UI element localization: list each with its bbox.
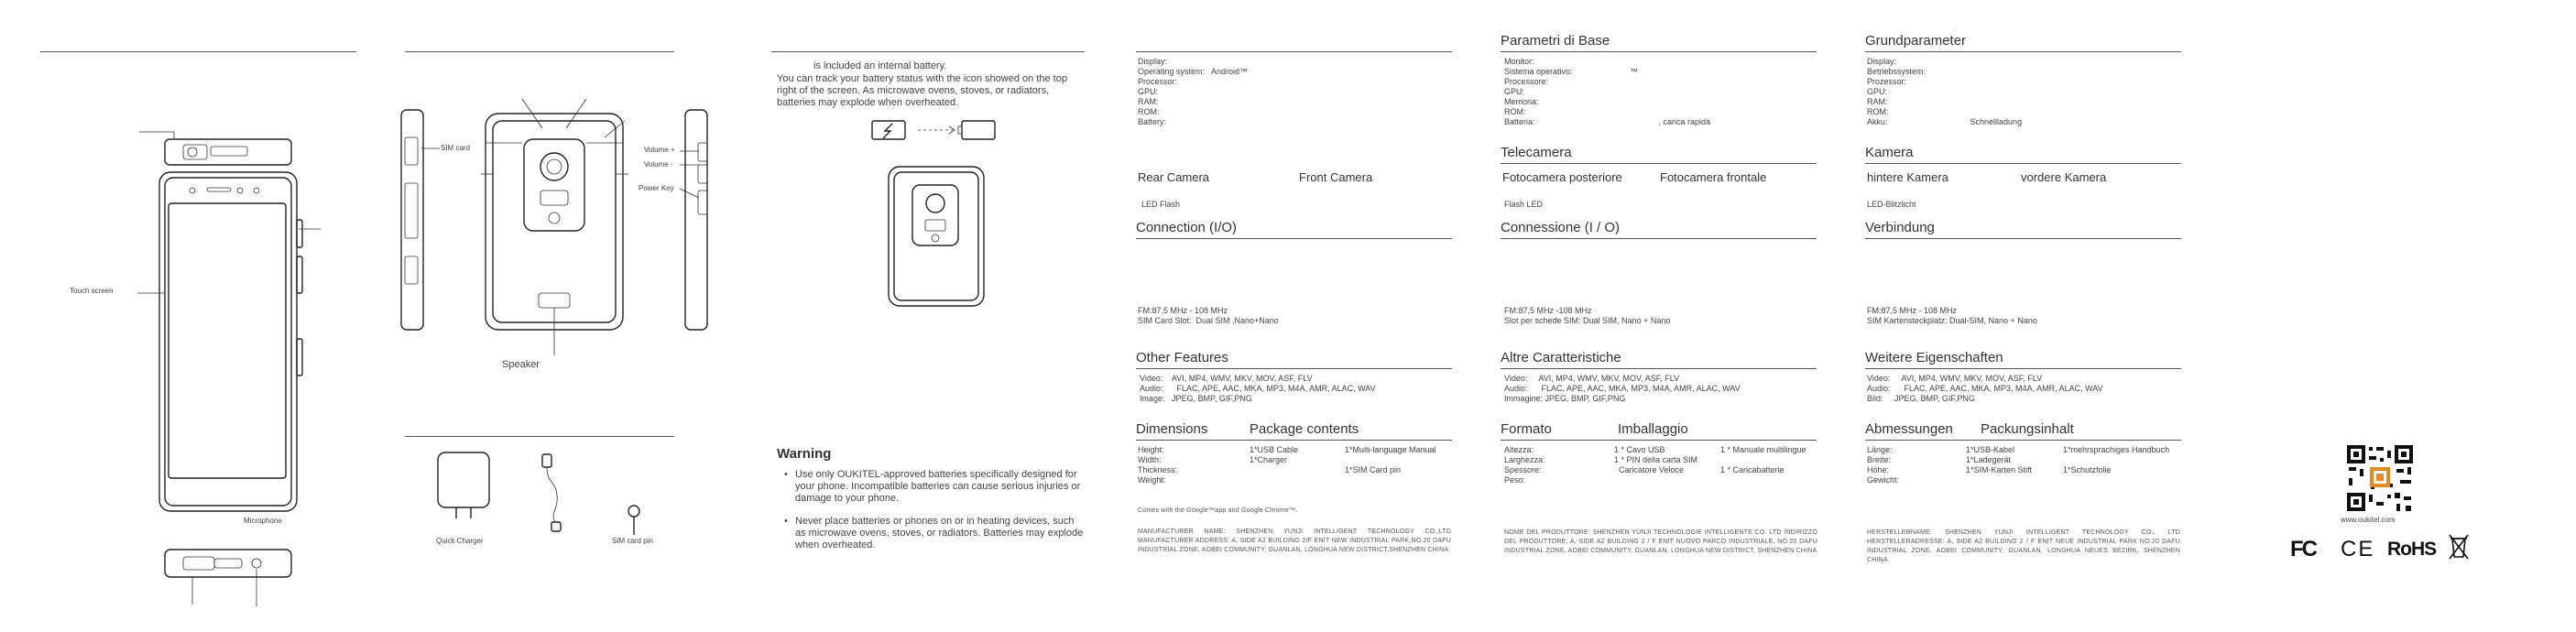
- en-package-items-2: 1*Multi-language Manual 1*SIM Card pin: [1345, 445, 1436, 474]
- de-rear-camera: hintere Kamera: [1867, 170, 1948, 184]
- warning-item-1: Use only OUKITEL-approved batteries specifically designed for your phone. Incompatible batteries can cause serious injuries or damage to your phone.: [795, 469, 1081, 504]
- sim-pin-label: SIM card pin: [612, 537, 653, 545]
- top-rule-2: [405, 51, 674, 52]
- it-other-text: Video: AVI, MP4, WMV, MKV, MOV, ASF, FLV Audio: FLAC, APE, AAC, MKA, MP3, M4A, AMR, ALAC, WAV Immagine: JPEG, BMP, GIF,PNG: [1504, 374, 1741, 403]
- warning-bullet-1: • Use only OUKITEL-approved batteries specifically designed for your phone. Incompatible batteries can cause serious injuries or damage to your phone.: [784, 469, 1086, 505]
- quick-charger-drawing: [436, 451, 491, 524]
- de-dimensions-title: Abmessungen: [1865, 421, 1953, 437]
- de-camera-rule: [1865, 163, 2181, 164]
- de-basic-specs: Display: Betriebssystem: Prozessor: GPU: RAM: ROM: Akku: Schnellladung: [1867, 57, 2023, 126]
- de-camera-title: Kamera: [1865, 145, 1914, 160]
- de-other-title: Weitere Eigenschaften: [1865, 350, 2003, 365]
- en-other-rule: [1136, 368, 1452, 369]
- accessory-rule: [405, 436, 674, 437]
- de-package-items-1: 1*USB-Kabel 1*Ladegerät 1*SIM-Karten Stift: [1966, 445, 2033, 474]
- it-camera-rule: [1501, 163, 1817, 164]
- volume-down-label: Volume -: [644, 160, 673, 169]
- de-connection-rule: [1865, 238, 2181, 239]
- de-front-camera: vordere Kamera: [2021, 170, 2107, 184]
- touch-screen-label: Touch screen: [70, 287, 114, 295]
- de-title: Grundparameter: [1865, 33, 1967, 49]
- it-rear-camera: Fotocamera posteriore: [1502, 170, 1622, 184]
- it-format-title: Formato: [1501, 421, 1552, 437]
- en-package-title: Package contents: [1250, 421, 1359, 437]
- top-rule-1: [40, 51, 356, 52]
- de-title-rule: [1865, 51, 2181, 52]
- en-manufacturer: MANUFACTURER NAME: SHENZHEN YUNJI INTELLIGENT TECHNOLOGY CO.,LTD MANUFACTURER ADDRESS: A, SIDE A2 BUILDING 2/F ENIT NEW INDUSTRIAL PARK,NO.20 DAFU INDUSTRIAL ZONE, AOBEI COMMUNITY, GUANLAN, LONGHUA NEW DISTRICT,SHENZHEN CHINA: [1138, 528, 1451, 553]
- en-dimension-fields: Height: Width: Thickness: Weight:: [1138, 445, 1178, 485]
- en-other-text: Video: AVI, MP4, WMV, MKV, MOV, ASF, FLV Audio: FLAC, APE, AAC, MKA, MP3, M4A, AMR, ALAC, WAV Image: JPEG, BMP, GIF,PNG: [1140, 374, 1376, 403]
- de-other-rule: [1865, 368, 2181, 369]
- sim-pin-drawing: [625, 502, 643, 539]
- fc-logo: FC: [2290, 537, 2316, 561]
- en-package-items-1: 1*USB Cable 1*Charger: [1250, 445, 1299, 464]
- en-other-title: Other Features: [1136, 350, 1228, 365]
- de-flash: LED-Blitzlicht: [1867, 200, 1916, 209]
- qr-code: [2345, 443, 2415, 513]
- de-other-text: Video: AVI, MP4, WMV, MKV, MOV, ASF, FLV Audio: FLAC, APE, AAC, MKA, MP3, M4A, AMR, ALAC, WAV Bild: JPEG, BMP, GIF,PNG: [1867, 374, 2103, 403]
- website-url: www.oukitel.com: [2341, 516, 2396, 524]
- ce-logo: CE: [2341, 537, 2375, 561]
- de-dimension-fields: Länge: Breite: Höhe: Gewicht:: [1867, 445, 1900, 485]
- phone-front-drawing: [156, 119, 302, 632]
- warning-bullet-2: • Never place batteries or phones on or in heating devices, such as microwave ovens, stoves, or radiators. Batteries may explode when overheated.: [784, 516, 1086, 551]
- battery-icons: [870, 119, 999, 143]
- it-package-items-2: 1 * Manuale multilingue 1 * Caricabatterie: [1720, 445, 1806, 474]
- it-dimension-fields: Altezza: Larghezza: Spessore: Peso:: [1504, 445, 1545, 485]
- en-connection-text: FM:87.5 MHz - 108 MHz SIM Card Slot: Dual SIM ,Nano+Nano: [1138, 306, 1279, 325]
- power-key-label: Power Key: [639, 184, 674, 192]
- en-flash: LED Flash: [1141, 200, 1181, 209]
- de-package-items-2: 1*mehrsprachiges Handbuch 1*Schutzfolie: [2063, 445, 2170, 474]
- it-flash: Flash LED: [1504, 200, 1544, 209]
- it-package-title: Imballaggio: [1618, 421, 1688, 437]
- warning-item-2: Never place batteries or phones on or in heating devices, such as microwave ovens, stoves, or radiators. Batteries may explode when overheated.: [795, 516, 1084, 550]
- it-basic-specs: Monitor: Sistema operativo: ™ Processore: GPU: Memoria: ROM: Batteria: , carica rapida: [1504, 57, 1711, 126]
- top-rule-3: [771, 51, 1085, 52]
- usb-cable-drawing: [537, 452, 568, 535]
- de-dimensions-rule: [1865, 440, 2181, 441]
- en-connection-title: Connection (I/O): [1136, 220, 1238, 235]
- sim-card-label: SIM card: [441, 144, 471, 152]
- it-title-rule: [1501, 51, 1817, 52]
- it-other-title: Altre Caratteristiche: [1501, 350, 1621, 365]
- battery-intro: is included an internal battery.: [813, 60, 947, 71]
- top-rule-4: [1136, 51, 1452, 52]
- en-dimensions-title: Dimensions: [1136, 421, 1208, 437]
- en-google-note: Comes with the Google™app and Google Chrome™.: [1138, 507, 1298, 514]
- it-format-rule: [1501, 440, 1817, 441]
- weee-bin-icon: [2448, 533, 2470, 561]
- it-front-camera: Fotocamera frontale: [1660, 170, 1767, 184]
- speaker-label: Speaker: [502, 359, 540, 370]
- it-connection-rule: [1501, 238, 1817, 239]
- it-manufacturer: NOME DEL PRODUTTORE: SHENZHEN YUNJI TECHNOLOGIE INTELLIGENTE CO. LTD INDIRIZZO DEL PRODUTTORE: A, SIDE A2 BUILDING 2 / F ENIT NUOVO PARCO INDUSTRIALE, NO.20 DAFU INDUSTRIAL ZONE, AOBEI COMMUNITY, GUANLAN, LONGHUA NEW DISTRICT, SHENZHEN CHINA: [1504, 529, 1817, 554]
- de-package-title: Packungsinhalt: [1981, 421, 2074, 437]
- it-connection-title: Connessione (I / O): [1501, 220, 1621, 235]
- de-connection-text: FM:87,5 MHz - 108 MHz SIM Kartensteckplatz: Dual-SIM, Nano + Nano: [1867, 306, 2037, 325]
- battery-text: You can track your battery status with the icon showed on the top right of the screen. As microwave ovens, stoves, or radiators, batteries may explode when overheated.: [777, 73, 1067, 108]
- it-connection-text: FM:87,5 MHz -108 MHz Slot per schede SIM: Dual SIM, Nano + Nano: [1504, 306, 1671, 325]
- phone-back-small-drawing: [887, 165, 988, 311]
- en-front-camera: Front Camera: [1299, 170, 1373, 184]
- microphone-label: Microphone: [244, 517, 282, 525]
- it-other-rule: [1501, 368, 1817, 369]
- en-dimensions-rule: [1136, 440, 1452, 441]
- de-manufacturer: HERSTELLERNAME: SHENZHEN YUNJI INTELLIGENT TECHNOLOGY CO., LTD HERSTELLERADRESSE: A, SIDE A2 BUILDING 2 / F ENIT NEUE INDUSTRIAL PARK NO.20 DAFU INDUSTRIAL ZONE, AOBEI COMMUNITY, GUANLAN, LONGHUA NEUES BEZIRK, SHENZHEN CHINA: [1867, 529, 2180, 563]
- volume-up-label: Volume +: [644, 146, 675, 154]
- rohs-logo: RoHS: [2387, 539, 2437, 560]
- it-camera-title: Telecamera: [1501, 145, 1572, 160]
- de-connection-title: Verbindung: [1865, 220, 1935, 235]
- it-title: Parametri di Base: [1501, 33, 1610, 49]
- warning-title: Warning: [777, 446, 832, 462]
- en-basic-specs: Display: Operating system: Android™ Processor: GPU: RAM: ROM: Battery:: [1138, 57, 1249, 126]
- quick-charger-label: Quick Charger: [436, 537, 484, 545]
- en-connection-rule: [1136, 238, 1452, 239]
- it-package-items-1: 1 * Cavo USB 1 * PIN della carta SIM Caricatore Veloce: [1614, 445, 1698, 474]
- en-rear-camera: Rear Camera: [1138, 170, 1210, 184]
